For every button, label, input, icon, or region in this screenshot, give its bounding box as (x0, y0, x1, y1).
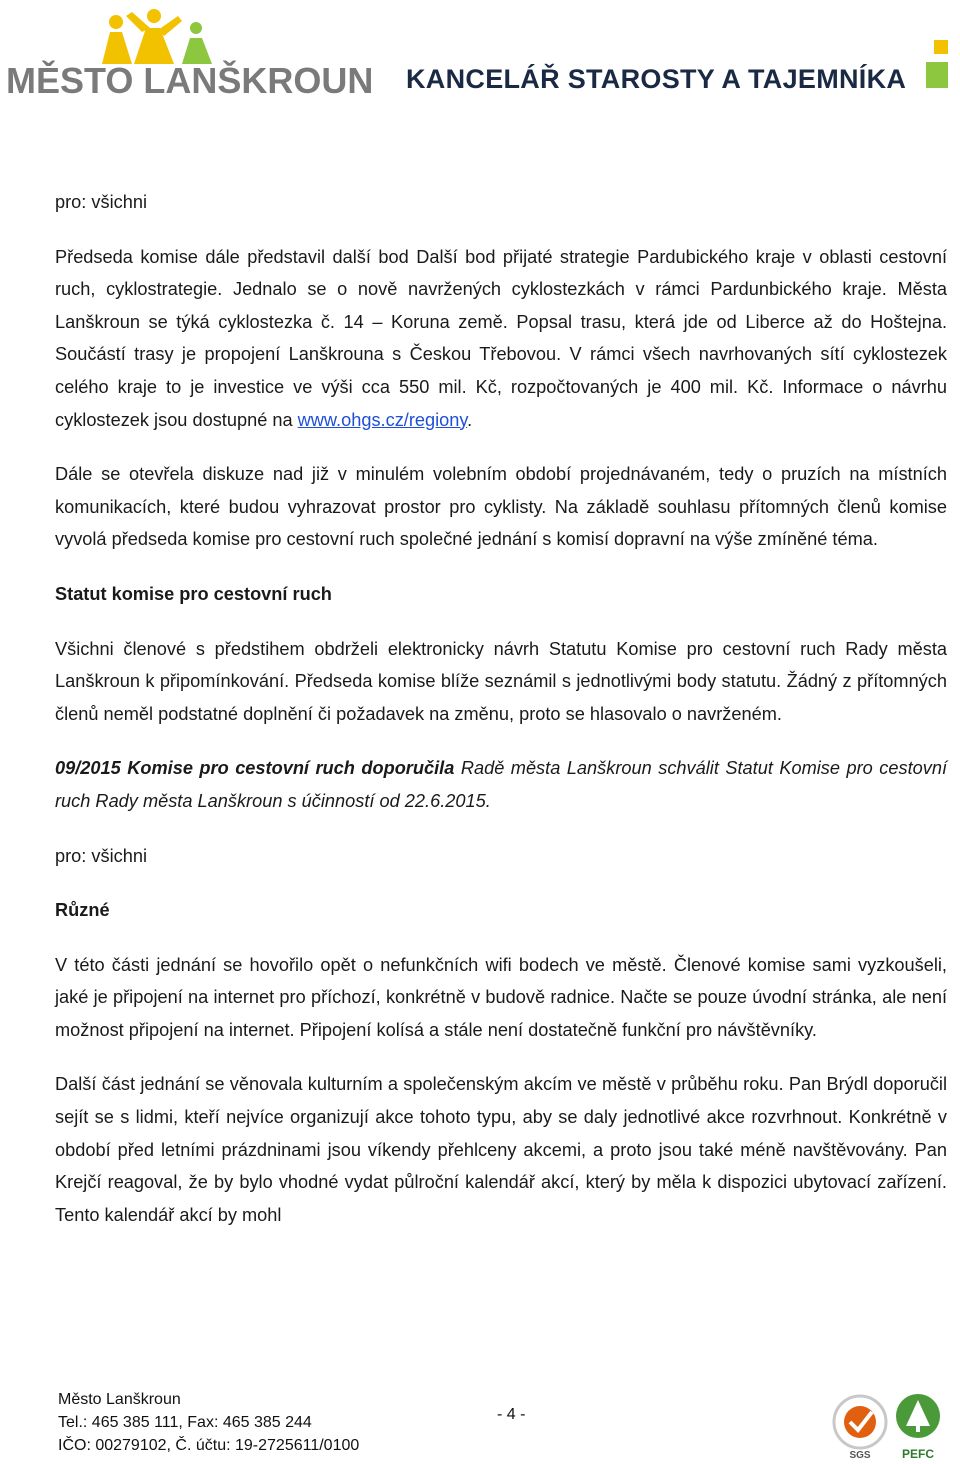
office-title: KANCELÁŘ STAROSTY A TAJEMNÍKA (406, 64, 907, 94)
logo-text: MĚSTO LANŠKROUN (6, 60, 374, 101)
heading-misc: Různé (55, 900, 110, 921)
footer-city: Město Lanškroun (58, 1391, 181, 1408)
paragraph-statute: Všichni členové s předstihem obdrželi elektronicky návrh Statutu Komise pro cestovní ruch Rady města Lanškroun k připomínkování. Předseda komise blíže seznámil s jednotlivými body statutu. Žádný z přítomných členů neměl podstatné doplnění či požadavek na změnu, proto se hlasovalo o navrženém. (55, 638, 947, 724)
paragraph-bike-lanes: Dále se otevřela diskuze nad již v minulém volebním období projednávaném, tedy o pruzích na místních komunikacích, které budou vyhrazovat prostor pro cyklisty. Na základě souhlasu přítomných členů komise vyvolá předseda komise pro cestovní ruch společné jednání s komisí dopravní na výše zmíněné téma. (55, 464, 947, 550)
logo-figures-icon (6, 8, 322, 68)
footer-phone: Tel.: 465 385 111, Fax: 465 385 244 (58, 1414, 312, 1431)
page-header (0, 0, 960, 120)
vote-result: pro: všichni (55, 845, 147, 866)
resolution (55, 752, 947, 817)
paragraph-text: Předseda komise dále představil další bod Další bod přijaté strategie Pardubického kraje v oblasti cestovní ruch, cyklostrategie. Jednalo se o nově navržených cyklostezkách v rámci Pardunbického kraje. Města Lanškroun se týká cyklostezka č. 14 – Koruna země. Popsal trasu, která jde od Liberce až do Hoštejna. Součástí trasy je propojení Lanškrouna s Českou Třebovou. V rámci všech navrhovaných sítí cyklostezek celého kraje to je investice ve výši cca 550 mil. Kč, rozpočtovaných je 400 mil. Kč. Informace o návrhu cyklostezek jsou dostupné na (55, 246, 947, 430)
document-body (55, 186, 947, 1231)
city-logo (6, 8, 374, 108)
resolution-number: 09/2015 Komise pro cestovní ruch doporučila (55, 758, 455, 779)
paragraph-end: . (467, 409, 473, 430)
paragraph-events: Další část jednání se věnovala kulturním a společenským akcím ve městě v průběhu roku. Pan Brýdl doporučil sejít se s lidmi, kteří nejvíce organizují akce tohoto typu, aby se daly jednotlivé akce rozvrhnout. Konkrétně v období před letními prázdninami jsou víkendy přehlceny akcemi, a proto jsou také méně navštěvovány. Pan Krejčí reagoval, že by bylo vhodné vydat půlroční kalendář akcí, který by měla k dispozici ubytovací zařízení. Tento kalendář akcí by mohl (55, 1074, 947, 1225)
sgs-label: SGS (849, 1450, 871, 1461)
regions-link[interactable]: www.ohgs.cz/regiony (297, 409, 468, 430)
heading-statute: Statut komise pro cestovní ruch (55, 583, 332, 604)
paragraph-wifi: V této části jednání se hovořilo opět o nefunkčních wifi bodech ve městě. Členové komise sami vyzkoušeli, jaké je připojení na internet pro příchozí, konkrétně v budově radnice. Načte se pouze úvodní stránka, ale není možnost připojení na internet. Připojení kolísá a stále není dostatečně funkční pro návštěvníky. (55, 954, 947, 1040)
footer-ico: IČO: 00279102, Č. účtu: 19-2725611/0100 (58, 1437, 360, 1454)
resolution-text: Radě města Lanškroun schválit Statut Komise pro cestovní ruch Rady města Lanškroun s účinností od 22.6.2015. (55, 758, 948, 811)
pefc-label: PEFC (901, 1447, 935, 1461)
green-square-icon (926, 40, 950, 90)
footer-contact (58, 1388, 359, 1457)
vote-result: pro: všichni (55, 192, 147, 212)
page-number: - 4 - (497, 1406, 526, 1423)
paragraph-cyclostrategy (55, 241, 947, 437)
page-footer (0, 1380, 960, 1464)
certification-logos-icon (826, 1386, 950, 1462)
